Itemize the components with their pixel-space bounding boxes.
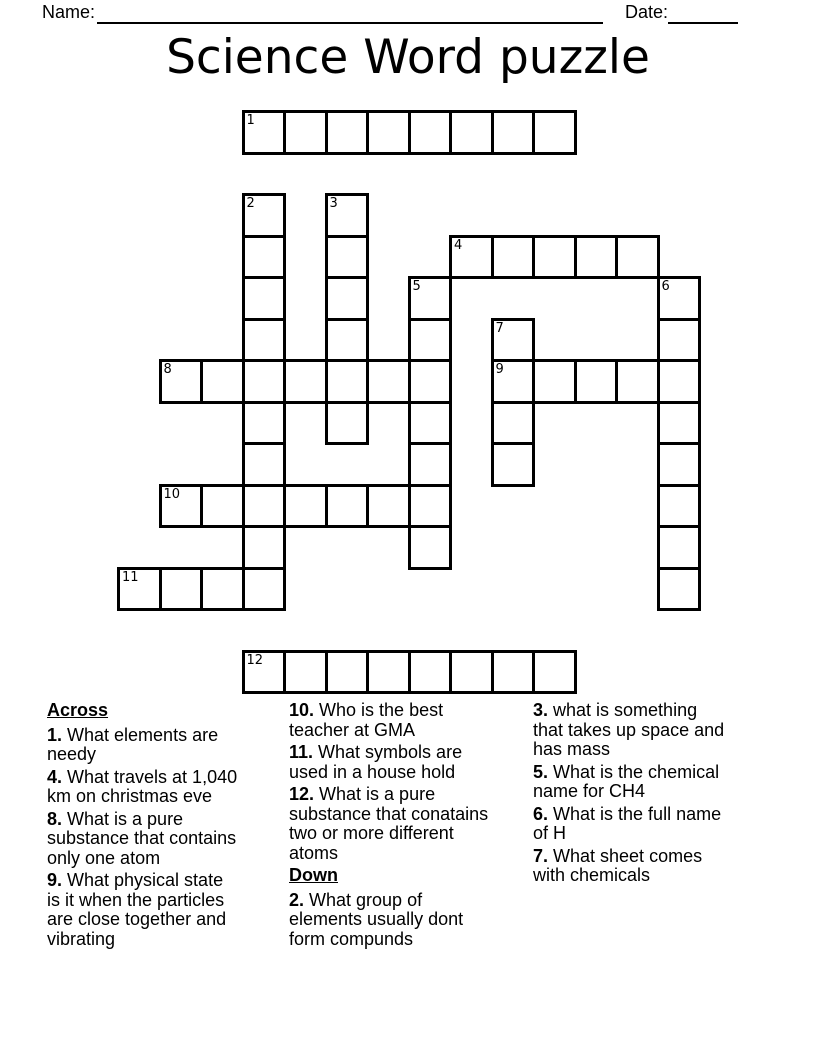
clue-5: 5. What is the chemical name for CH4 <box>533 761 720 801</box>
crossword-cell[interactable] <box>657 359 702 404</box>
crossword-cell[interactable] <box>242 359 287 404</box>
crossword-cell[interactable] <box>449 110 494 155</box>
crossword-cell[interactable] <box>242 650 287 695</box>
crossword-cell[interactable] <box>657 442 702 487</box>
clue-column-2 <box>289 701 519 952</box>
crossword-cell[interactable] <box>325 401 370 446</box>
crossword-cell[interactable] <box>325 650 370 695</box>
crossword-cell[interactable] <box>491 359 536 404</box>
cell-number: 9 <box>495 362 504 377</box>
crossword-cell[interactable] <box>408 276 453 321</box>
crossword-cell[interactable] <box>615 235 660 280</box>
cell-number: 11 <box>122 569 139 585</box>
crossword-cell[interactable] <box>200 359 245 404</box>
date-fill-line[interactable] <box>668 0 738 24</box>
crossword-cell[interactable] <box>491 318 536 363</box>
crossword-cell[interactable] <box>657 567 702 612</box>
clue-section-header-across: Across <box>47 700 109 720</box>
crossword-cell[interactable] <box>242 401 287 446</box>
crossword-cell[interactable] <box>159 567 204 612</box>
clue-number-label: 1. <box>47 724 63 745</box>
crossword-cell[interactable] <box>325 276 370 321</box>
crossword-cell[interactable] <box>449 650 494 695</box>
cell-number: 4 <box>454 237 463 253</box>
crossword-cell[interactable] <box>242 484 287 529</box>
clue-2: 2. What group of elements usually dont form compunds <box>289 889 464 949</box>
crossword-cell[interactable] <box>366 650 411 695</box>
crossword-cell[interactable] <box>491 235 536 280</box>
crossword-cell[interactable] <box>325 359 370 404</box>
clue-3: 3. what is something that takes up space and has mass <box>533 700 725 759</box>
cell-number: 7 <box>495 320 504 336</box>
name-label: Name: <box>42 2 96 22</box>
crossword-cell[interactable] <box>408 318 453 363</box>
clue-1: 1. What elements are needy <box>47 724 219 764</box>
crossword-cell[interactable] <box>532 110 577 155</box>
crossword-cell[interactable] <box>325 484 370 529</box>
cell-number: 8 <box>163 362 172 377</box>
crossword-cell[interactable] <box>242 193 287 238</box>
crossword-cell[interactable] <box>491 110 536 155</box>
clue-11: 11. What symbols are used in a house hold <box>289 742 463 782</box>
cell-number: 5 <box>412 279 421 294</box>
cell-number: 1 <box>246 113 255 128</box>
clue-number-label: 9. <box>47 870 63 890</box>
crossword-cell[interactable] <box>366 110 411 155</box>
crossword-cell[interactable] <box>491 442 536 487</box>
clue-number-label: 2. <box>289 889 305 910</box>
crossword-cell[interactable] <box>408 442 453 487</box>
clue-number-label: 8. <box>47 808 63 829</box>
crossword-cell[interactable] <box>242 318 287 363</box>
crossword-cell[interactable] <box>449 235 494 280</box>
crossword-cell[interactable] <box>200 567 245 612</box>
cell-number: 2 <box>246 196 255 211</box>
crossword-cell[interactable] <box>325 318 370 363</box>
crossword-cell[interactable] <box>574 235 619 280</box>
clue-10: 10. Who is the best teacher at GMA <box>289 700 444 740</box>
crossword-cell[interactable] <box>283 359 328 404</box>
clue-column-3 <box>533 701 763 889</box>
clue-7: 7. What sheet comes with chemicals <box>533 845 703 885</box>
clue-number-label: 4. <box>47 766 63 787</box>
crossword-cell[interactable] <box>408 650 453 695</box>
cell-number: 6 <box>661 279 670 294</box>
clue-4: 4. What travels at 1,040 km on christmas eve <box>47 766 238 806</box>
clue-number-label: 7. <box>533 845 549 866</box>
crossword-cell[interactable] <box>657 484 702 529</box>
clue-number-label: 6. <box>533 803 549 824</box>
clue-column-1 <box>47 701 277 952</box>
date-label: Date: <box>625 2 669 22</box>
crossword-cell[interactable] <box>366 484 411 529</box>
crossword-cell[interactable] <box>408 359 453 404</box>
crossword-cell[interactable] <box>242 235 287 280</box>
crossword-cell[interactable] <box>117 567 162 612</box>
crossword-cell[interactable] <box>532 650 577 695</box>
crossword-cell[interactable] <box>242 442 287 487</box>
clue-9: 9. What physical state is it when the particles are close together and vibrating <box>47 870 227 949</box>
crossword-cell[interactable] <box>242 276 287 321</box>
crossword-cell[interactable] <box>325 110 370 155</box>
clue-number-label: 10. <box>289 700 315 720</box>
crossword-cell[interactable] <box>408 525 453 570</box>
crossword-cell[interactable] <box>657 401 702 446</box>
crossword-cell[interactable] <box>408 110 453 155</box>
page-title: Science Word puzzle <box>166 30 650 85</box>
crossword-cell[interactable] <box>532 235 577 280</box>
crossword-cell[interactable] <box>242 567 287 612</box>
crossword-cell[interactable] <box>242 110 287 155</box>
crossword-cell[interactable] <box>408 401 453 446</box>
cell-number: 10 <box>163 486 181 502</box>
name-fill-line[interactable] <box>97 0 603 24</box>
crossword-cell[interactable] <box>574 359 619 404</box>
clue-number-label: 12. <box>289 784 315 804</box>
clue-number-label: 11. <box>289 742 314 762</box>
crossword-cell[interactable] <box>242 525 287 570</box>
cell-number: 12 <box>246 652 264 668</box>
clue-number-label: 5. <box>533 761 549 782</box>
crossword-cell[interactable] <box>159 484 204 529</box>
crossword-cell[interactable] <box>283 650 328 695</box>
crossword-cell[interactable] <box>657 276 702 321</box>
clue-6: 6. What is the full name of H <box>533 803 722 843</box>
clue-12: 12. What is a pure substance that conatains two or more different atoms <box>289 784 489 863</box>
crossword-cell[interactable] <box>325 235 370 280</box>
crossword-cell[interactable] <box>491 401 536 446</box>
crossword-cell[interactable] <box>200 484 245 529</box>
crossword-cell[interactable] <box>615 359 660 404</box>
clue-section-header-down: Down <box>289 865 338 885</box>
crossword-cell[interactable] <box>366 359 411 404</box>
crossword-cell[interactable] <box>491 650 536 695</box>
crossword-cell[interactable] <box>325 193 370 238</box>
clue-number-label: 3. <box>533 700 549 720</box>
crossword-cell[interactable] <box>532 359 577 404</box>
crossword-cell[interactable] <box>408 484 453 529</box>
clue-8: 8. What is a pure substance that contains only one atom <box>47 808 237 868</box>
crossword-cell[interactable] <box>657 318 702 363</box>
crossword-cell[interactable] <box>657 525 702 570</box>
crossword-cell[interactable] <box>159 359 204 404</box>
crossword-cell[interactable] <box>283 484 328 529</box>
cell-number: 3 <box>329 196 338 211</box>
crossword-cell[interactable] <box>283 110 328 155</box>
